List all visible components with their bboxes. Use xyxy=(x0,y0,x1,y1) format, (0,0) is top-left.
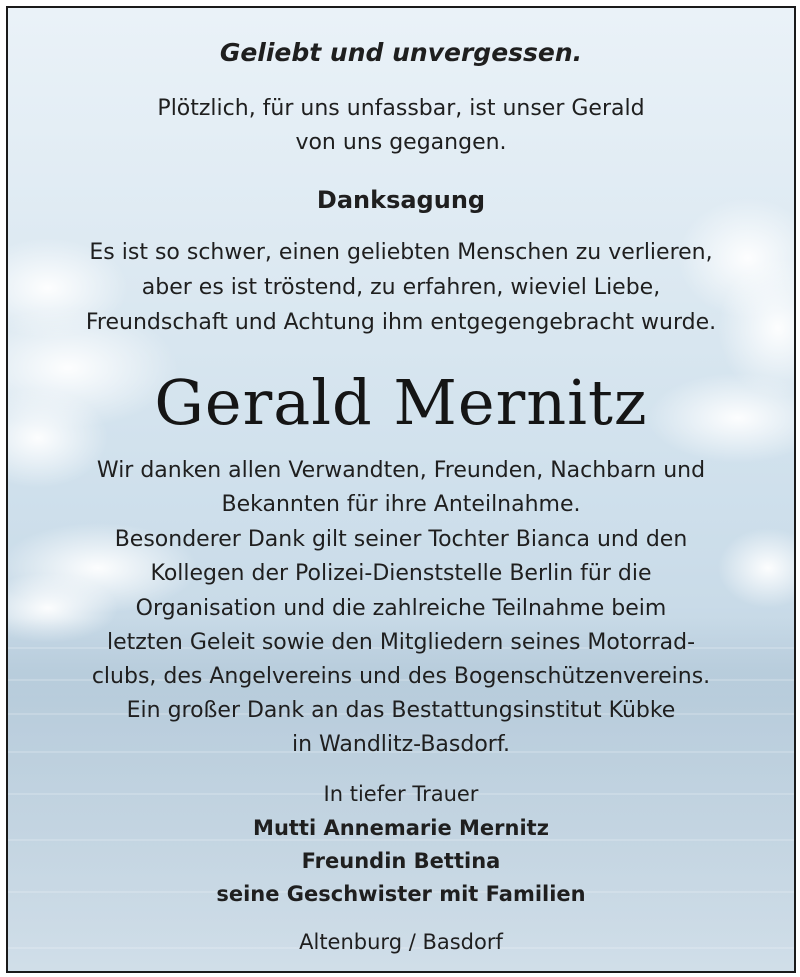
thanks-line-1: Wir danken allen Verwandten, Freunden, Nachbarn und xyxy=(96,458,706,483)
thanks-line-9: in Wandlitz-Basdorf. xyxy=(292,732,510,757)
mourner-3: seine Geschwister mit Familien xyxy=(216,882,586,906)
mourner-2: Freundin Bettina xyxy=(301,849,501,873)
intro-line-2: von uns gegangen. xyxy=(295,130,507,155)
thanks-line-5: Organisation und die zahlreiche Teilnahme beim xyxy=(135,596,667,621)
intro-line-1: Plötzlich, für uns unfassbar, ist unser Gerald xyxy=(157,96,645,121)
thanks-line-7: clubs, des Angelvereins und des Bogenschützenvereins. xyxy=(91,664,711,689)
motto: Geliebt und unvergessen. xyxy=(219,38,583,67)
thanks-line-6: letzten Geleit sowie den Mitgliedern seines Motorrad- xyxy=(106,630,696,655)
quote-line-3: Freundschaft und Achtung ihm entgegengebracht wurde. xyxy=(85,310,717,335)
thanks-line-4: Kollegen der Polizei-Dienststelle Berlin für die xyxy=(150,561,652,586)
quote-line-1: Es ist so schwer, einen geliebten Menschen zu verlieren, xyxy=(89,240,713,265)
obituary-card xyxy=(6,6,796,973)
thanks-line-8: Ein großer Dank an das Bestattungsinstitut Kübke xyxy=(126,698,676,723)
heading-danksagung: Danksagung xyxy=(316,186,486,214)
thanks-line-2: Bekannten für ihre Anteilnahme. xyxy=(221,492,581,517)
deceased-name: Gerald Mernitz xyxy=(154,366,648,439)
quote-line-2: aber es ist tröstend, zu erfahren, wieviel Liebe, xyxy=(141,275,661,300)
thanks-line-3: Besonderer Dank gilt seiner Tochter Bianca und den xyxy=(114,527,688,552)
mourner-1: Mutti Annemarie Mernitz xyxy=(253,816,549,840)
place: Altenburg / Basdorf xyxy=(299,930,503,954)
mourning-intro: In tiefer Trauer xyxy=(323,782,479,806)
